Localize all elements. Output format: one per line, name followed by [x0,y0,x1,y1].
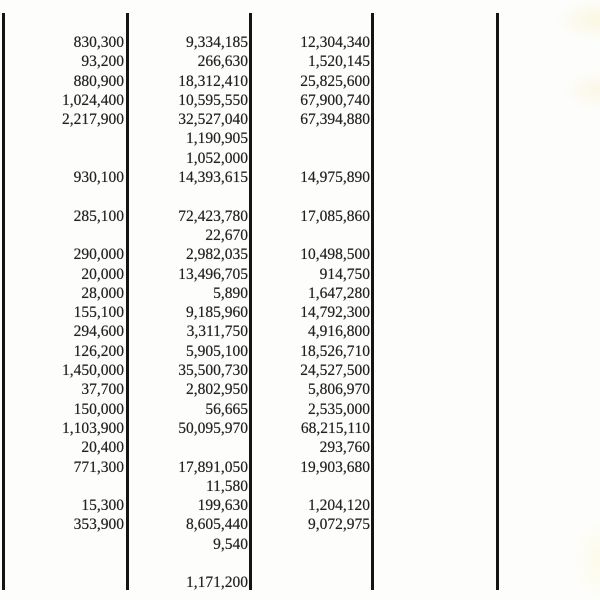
table-cell [0,226,124,245]
table-cell: 285,100 [73,207,124,225]
table-cell [370,129,496,148]
table-cell: 9,540 [213,535,248,553]
table-cell [370,52,496,71]
table-cell: 294,600 [73,323,124,341]
table-cell: 126,200 [73,342,124,360]
table-cell: 13,496,705 [178,265,248,283]
table-cell: 24,527,500 [300,362,370,380]
table-cell: 1,171,200 [186,574,248,592]
table-cell: 353,900 [73,516,124,534]
table-row [0,91,600,110]
table-cell [370,91,496,110]
table-cell [248,554,370,573]
table-cell: 17,891,050 [178,458,248,476]
table-cell [496,168,600,187]
table-cell [496,33,600,52]
table-cell: 67,394,880 [300,111,370,129]
table-cell [496,573,600,592]
table-cell [370,458,496,477]
table-cell [370,226,496,245]
table-cell [496,149,600,168]
table-cell [370,187,496,206]
table-cell: 2,217,900 [62,111,124,129]
table-cell [496,207,600,226]
table-cell [124,554,248,573]
table-cell: 22,670 [205,226,248,244]
table-cell: 914,750 [319,265,370,283]
table-cell [370,322,496,341]
table-cell: 1,647,280 [308,284,370,302]
table-cell [496,187,600,206]
table-cell: 880,900 [73,72,124,90]
table-cell [496,129,600,148]
table-row [0,535,600,554]
table-row [0,303,600,322]
table-cell: 1,204,120 [308,497,370,515]
table-row [0,284,600,303]
table-cell [496,515,600,534]
table-row [0,380,600,399]
table-cell [370,207,496,226]
table-cell [370,400,496,419]
table-cell: 14,792,300 [300,304,370,322]
table-cell: 1,450,000 [62,362,124,380]
table-cell [496,419,600,438]
table-cell [248,129,370,148]
table-cell [370,515,496,534]
table-cell [370,265,496,284]
table-cell: 10,498,500 [300,246,370,264]
table-cell [496,226,600,245]
table-cell: 1,520,145 [308,53,370,71]
table-cell [496,303,600,322]
table-cell: 12,304,340 [300,34,370,51]
table-row [0,361,600,380]
table-row [0,573,600,592]
table-cell [370,380,496,399]
table-cell [496,554,600,573]
table-cell: 4,916,800 [308,323,370,341]
ledger-table [0,33,600,593]
table-cell: 32,527,040 [178,111,248,129]
table-cell: 56,665 [205,400,248,418]
table-cell: 3,311,750 [186,323,248,341]
table-cell: 150,000 [73,400,124,418]
table-cell [370,33,496,52]
table-cell [496,458,600,477]
table-cell: 72,423,780 [178,207,248,225]
table-cell [370,419,496,438]
table-cell [0,129,124,148]
table-cell [0,535,124,554]
table-row [0,438,600,457]
table-cell [496,380,600,399]
table-cell [370,496,496,515]
table-row [0,110,600,129]
table-cell [248,573,370,592]
table-cell [370,438,496,457]
table-row [0,72,600,91]
table-cell: 9,072,975 [308,516,370,534]
table-cell: 14,975,890 [300,169,370,187]
table-cell [0,573,124,592]
table-cell: 9,185,960 [186,304,248,322]
table-cell [496,110,600,129]
table-cell [496,245,600,264]
table-cell [370,535,496,554]
table-cell: 20,000 [81,265,124,283]
table-cell [370,110,496,129]
table-cell [248,226,370,245]
table-cell [0,477,124,496]
table-cell [370,168,496,187]
table-row [0,419,600,438]
table-row [0,187,600,206]
table-cell [370,284,496,303]
table-cell [248,535,370,554]
table-cell: 37,700 [81,381,124,399]
table-cell: 20,400 [81,439,124,457]
table-cell: 8,605,440 [186,516,248,534]
table-cell: 5,905,100 [186,342,248,360]
table-cell: 1,024,400 [62,91,124,109]
table-cell [496,438,600,457]
table-row [0,322,600,341]
table-row [0,265,600,284]
table-cell: 14,393,615 [178,169,248,187]
table-row [0,342,600,361]
table-cell: 293,760 [319,439,370,457]
table-cell [370,361,496,380]
table-row [0,496,600,515]
table-cell [496,72,600,91]
table-cell [496,535,600,554]
table-row [0,129,600,148]
table-cell: 1,052,000 [186,149,248,167]
table-row [0,477,600,496]
table-row [0,149,600,168]
table-cell: 930,100 [73,169,124,187]
table-cell [0,187,124,206]
table-cell: 2,982,035 [186,246,248,264]
table-cell: 18,526,710 [300,342,370,360]
table-cell: 199,630 [197,497,248,515]
table-cell: 266,630 [197,53,248,71]
table-cell: 18,312,410 [178,72,248,90]
table-cell [248,149,370,168]
table-cell [370,554,496,573]
table-cell: 2,535,000 [308,400,370,418]
table-cell [370,72,496,91]
table-cell [370,245,496,264]
table-row [0,52,600,71]
table-cell: 1,190,905 [186,130,248,148]
table-cell [248,187,370,206]
table-cell: 830,300 [73,34,124,51]
table-cell [496,361,600,380]
table-cell [496,91,600,110]
table-cell: 15,300 [81,497,124,515]
table-cell [124,438,248,457]
table-cell: 50,095,970 [178,419,248,437]
table-row [0,226,600,245]
table-cell [0,554,124,573]
table-cell [248,477,370,496]
table-cell: 9,334,185 [186,34,248,51]
table-cell [496,400,600,419]
table-cell [496,52,600,71]
table-cell [496,342,600,361]
table-row [0,515,600,534]
table-cell: 10,595,550 [178,91,248,109]
table-cell: 2,802,950 [186,381,248,399]
table-cell [496,284,600,303]
table-cell [370,573,496,592]
table-cell [0,149,124,168]
table-cell: 11,580 [205,477,248,495]
table-cell: 771,300 [73,458,124,476]
table-cell: 5,890 [213,284,248,302]
table-cell [370,303,496,322]
table-row [0,554,600,573]
table-cell [370,149,496,168]
table-row [0,168,600,187]
table-cell [496,477,600,496]
table-cell [496,265,600,284]
table-cell [370,342,496,361]
table-cell: 155,100 [73,304,124,322]
table-cell: 290,000 [73,246,124,264]
table-cell: 67,900,740 [300,91,370,109]
table-cell: 17,085,860 [300,207,370,225]
table-cell [124,187,248,206]
table-cell: 5,806,970 [308,381,370,399]
table-cell: 93,200 [81,53,124,71]
table-cell: 25,825,600 [300,72,370,90]
table-row [0,458,600,477]
table-cell [370,477,496,496]
table-cell: 68,215,110 [300,419,370,437]
table-cell: 28,000 [81,284,124,302]
table-cell: 19,903,680 [300,458,370,476]
table-cell: 1,103,900 [62,419,124,437]
table-cell [496,496,600,515]
table-cell: 35,500,730 [178,362,248,380]
table-cell [496,322,600,341]
table-row [0,207,600,226]
table-row [0,245,600,264]
table-row [0,400,600,419]
table-row [0,33,600,52]
